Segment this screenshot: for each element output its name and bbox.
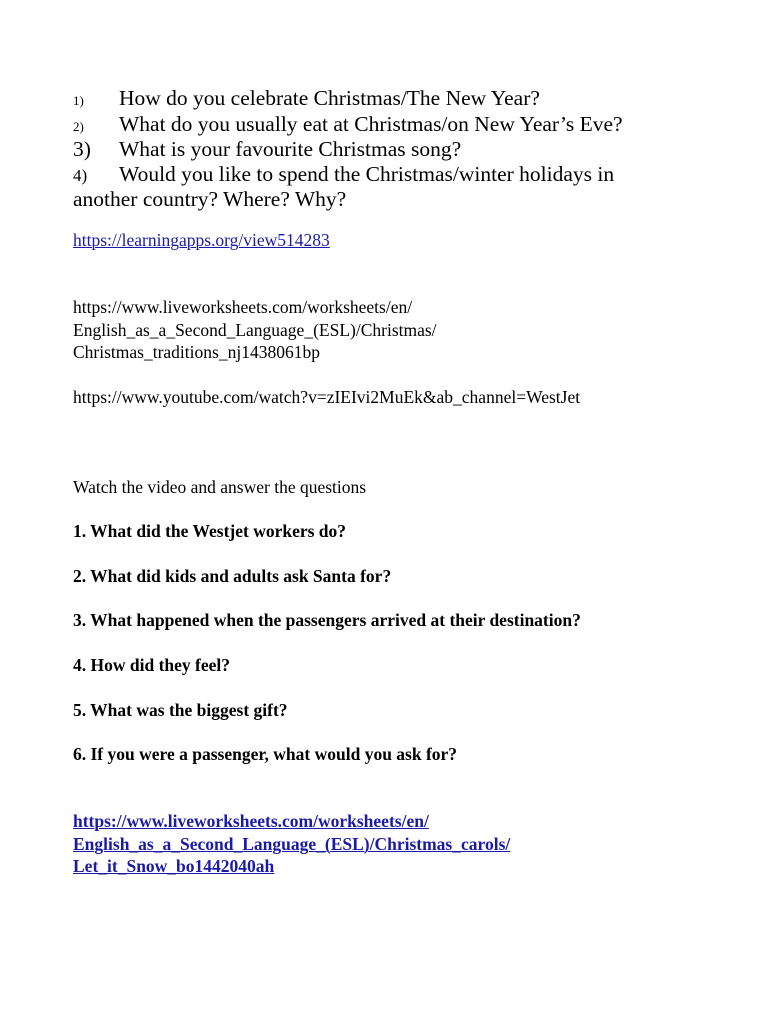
carols-link-part-3[interactable]: Let_it_Snow_bo1442040ah [73,856,275,876]
question-3-text: What is your favourite Christmas song? [119,137,462,161]
youtube-url: https://www.youtube.com/watch?v=zIEIvi2MuEk&ab_channel=WestJet [73,387,581,407]
question-4 [73,162,614,188]
question-2-text: What do you usually eat at Christmas/on New Year’s Eve? [119,112,623,136]
carols-link-part-1[interactable]: https://www.liveworksheets.com/worksheets/en/ [73,811,429,831]
video-question-2: 2. What did kids and adults ask Santa for? [73,566,392,586]
question-1 [73,86,540,113]
question-2-number: 2) [73,119,84,134]
question-2 [73,112,623,139]
carols-link-line-2 [73,833,510,856]
carols-link-line-1 [73,810,429,833]
carols-link-line-3 [73,855,274,878]
video-question-6: 6. If you were a passenger, what would you ask for? [73,744,458,764]
video-question-3: 3. What happened when the passengers arrived at their destination? [73,610,581,630]
question-3-number: 3) [73,137,91,161]
video-instruction: Watch the video and answer the questions [73,477,367,497]
question-1-text: How do you celebrate Christmas/The New Year? [119,86,540,110]
liveworksheets-traditions-line-1: https://www.liveworksheets.com/worksheets/en/ [73,297,413,317]
question-3 [73,137,461,162]
question-4-text: Would you like to spend the Christmas/winter holidays in [119,162,615,186]
question-4-continuation: another country? Where? Why? [73,187,347,211]
video-question-5: 5. What was the biggest gift? [73,700,288,720]
question-1-number: 1) [73,93,84,108]
learningapps-link[interactable]: https://learningapps.org/view514283 [73,230,330,250]
video-question-1: 1. What did the Westjet workers do? [73,521,347,541]
liveworksheets-traditions-line-3: Christmas_traditions_nj1438061bp [73,342,320,362]
learningapps-link-line [73,229,330,252]
question-4-number: 4) [73,166,88,185]
liveworksheets-traditions-line-2: English_as_a_Second_Language_(ESL)/Christmas/ [73,320,437,340]
video-question-4: 4. How did they feel? [73,655,231,675]
carols-link-part-2[interactable]: English_as_a_Second_Language_(ESL)/Christmas_carols/ [73,834,511,854]
